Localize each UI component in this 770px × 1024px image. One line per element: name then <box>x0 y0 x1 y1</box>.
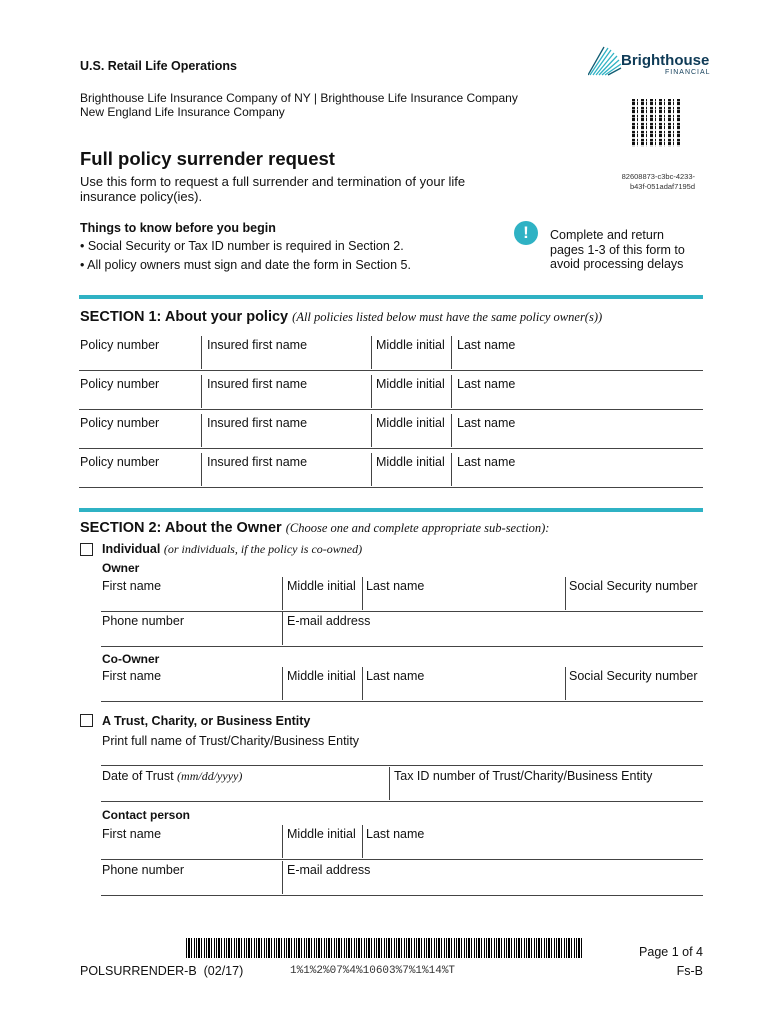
section2-title: SECTION 2: About the Owner <box>80 520 282 536</box>
section1-title: SECTION 1: About your policy <box>80 309 289 325</box>
trust-label: A Trust, Charity, or Business Entity <box>102 714 311 728</box>
title-desc-line-1: Use this form to request a full surrender and termination of your life <box>80 174 466 189</box>
s2-row-line <box>101 765 703 766</box>
trust-date-label: Date of Trust <box>102 769 174 783</box>
logo-name: Brighthouse <box>621 52 710 69</box>
trust-tax-id[interactable]: Tax ID number of Trust/Charity/Business Entity <box>394 769 653 783</box>
section2-header <box>80 520 549 536</box>
s1-divider <box>371 336 372 369</box>
contact-last-name[interactable]: Last name <box>366 827 425 841</box>
s1-divider <box>201 336 202 369</box>
s1-divider <box>451 375 452 408</box>
form-code: Fs-B <box>676 964 703 978</box>
section1-divider <box>79 295 703 299</box>
individual-note: (or individuals, if the policy is co-owned) <box>163 542 363 556</box>
s1-divider <box>201 453 202 486</box>
things-heading: Things to know before you begin <box>80 221 276 235</box>
s1-insured-first-2[interactable]: Insured first name <box>207 377 308 391</box>
coowner-ssn[interactable]: Social Security number <box>569 669 698 683</box>
owner-email[interactable]: E-mail address <box>287 614 371 628</box>
coowner-middle-initial[interactable]: Middle initial <box>287 669 356 683</box>
s1-policy-number-3[interactable]: Policy number <box>80 416 160 430</box>
s1-row-line <box>79 370 703 371</box>
s2-row-line <box>101 801 703 802</box>
s1-divider <box>451 414 452 447</box>
companies-line-1: Brighthouse Life Insurance Company of NY | Brighthouse Life Insurance Company <box>80 91 518 105</box>
s1-last-name-4[interactable]: Last name <box>457 455 516 469</box>
s1-divider <box>201 414 202 447</box>
individual-checkbox[interactable] <box>80 543 93 556</box>
s1-insured-first-4[interactable]: Insured first name <box>207 455 308 469</box>
s1-middle-initial-4[interactable]: Middle initial <box>376 455 445 469</box>
s2-divider <box>362 577 363 610</box>
coowner-heading: Co-Owner <box>102 652 160 666</box>
form-id: POLSURRENDER-B (02/17) <box>80 964 244 978</box>
page-number: Page 1 of 4 <box>639 945 703 959</box>
s2-row-line <box>101 895 703 896</box>
s2-row-line <box>101 611 703 612</box>
s1-middle-initial-3[interactable]: Middle initial <box>376 416 445 430</box>
s1-divider <box>371 414 372 447</box>
s2-divider <box>565 667 566 700</box>
s1-last-name-1[interactable]: Last name <box>457 338 516 352</box>
s2-row-line <box>101 646 703 647</box>
notice-line-1: Complete and return <box>550 228 664 242</box>
page-title: Full policy surrender request <box>80 148 335 169</box>
trust-date-format: (mm/dd/yyyy) <box>177 769 243 783</box>
logo-sub: FINANCIAL <box>665 69 711 76</box>
owner-first-name[interactable]: First name <box>102 579 162 593</box>
s2-divider <box>282 612 283 645</box>
s2-divider <box>282 577 283 610</box>
section2-divider <box>79 508 703 512</box>
owner-last-name[interactable]: Last name <box>366 579 425 593</box>
s1-row-line <box>79 487 703 488</box>
things-bullet-2: • All policy owners must sign and date the form in Section 5. <box>80 258 411 272</box>
s1-row-line <box>79 448 703 449</box>
doc-id-line-1: 82608873-c3bc-4233- <box>621 172 695 181</box>
contact-phone[interactable]: Phone number <box>102 863 185 877</box>
s1-last-name-2[interactable]: Last name <box>457 377 516 391</box>
trust-print-name[interactable]: Print full name of Trust/Charity/Business Entity <box>102 734 360 748</box>
s1-last-name-3[interactable]: Last name <box>457 416 516 430</box>
s2-divider <box>282 667 283 700</box>
s1-divider <box>451 336 452 369</box>
barcode-text: 1%1%2%07%4%10603%7%1%14%T <box>290 965 456 977</box>
coowner-last-name[interactable]: Last name <box>366 669 425 683</box>
section1-note: (All policies listed below must have the same policy owner(s)) <box>292 310 603 324</box>
s2-row-line <box>101 859 703 860</box>
s1-divider <box>371 453 372 486</box>
owner-heading: Owner <box>102 561 140 575</box>
trust-date-field[interactable] <box>102 769 242 784</box>
notice-line-2: pages 1-3 of this form to <box>550 243 685 257</box>
s1-policy-number-4[interactable]: Policy number <box>80 455 160 469</box>
s1-row-line <box>79 409 703 410</box>
things-bullet-1: • Social Security or Tax ID number is required in Section 2. <box>80 239 404 253</box>
s1-insured-first-1[interactable]: Insured first name <box>207 338 308 352</box>
barcode <box>186 938 584 958</box>
section1-header <box>80 309 602 325</box>
s1-middle-initial-1[interactable]: Middle initial <box>376 338 445 352</box>
owner-ssn[interactable]: Social Security number <box>569 579 698 593</box>
s2-divider <box>565 577 566 610</box>
contact-heading: Contact person <box>102 808 191 822</box>
s2-divider <box>282 825 283 858</box>
title-desc-line-2: insurance policy(ies). <box>80 189 203 204</box>
s1-divider <box>371 375 372 408</box>
s2-divider <box>362 825 363 858</box>
owner-phone[interactable]: Phone number <box>102 614 185 628</box>
s2-row-line <box>101 701 703 702</box>
contact-first-name[interactable]: First name <box>102 827 162 841</box>
individual-option <box>102 542 362 557</box>
exclamation-icon: ! <box>514 221 538 245</box>
s1-policy-number-2[interactable]: Policy number <box>80 377 160 391</box>
section2-note: (Choose one and complete appropriate sub-section): <box>285 521 550 535</box>
doc-id-line-2: b43f-051adaf7195d <box>629 182 695 191</box>
s2-divider <box>389 767 390 800</box>
s1-divider <box>451 453 452 486</box>
brighthouse-logo-icon <box>588 46 622 76</box>
companies-line-2: New England Life Insurance Company <box>80 105 285 119</box>
s1-middle-initial-2[interactable]: Middle initial <box>376 377 445 391</box>
individual-label: Individual <box>102 542 161 556</box>
s1-divider <box>201 375 202 408</box>
s1-policy-number-1[interactable]: Policy number <box>80 338 160 352</box>
owner-middle-initial[interactable]: Middle initial <box>287 579 356 593</box>
coowner-first-name[interactable]: First name <box>102 669 162 683</box>
qr-code <box>632 99 680 147</box>
notice-line-3: avoid processing delays <box>550 257 684 271</box>
contact-middle-initial[interactable]: Middle initial <box>287 827 356 841</box>
s2-divider <box>362 667 363 700</box>
trust-checkbox[interactable] <box>80 714 93 727</box>
s1-insured-first-3[interactable]: Insured first name <box>207 416 308 430</box>
contact-email[interactable]: E-mail address <box>287 863 371 877</box>
operations-label: U.S. Retail Life Operations <box>80 59 237 73</box>
s2-divider <box>282 861 283 894</box>
